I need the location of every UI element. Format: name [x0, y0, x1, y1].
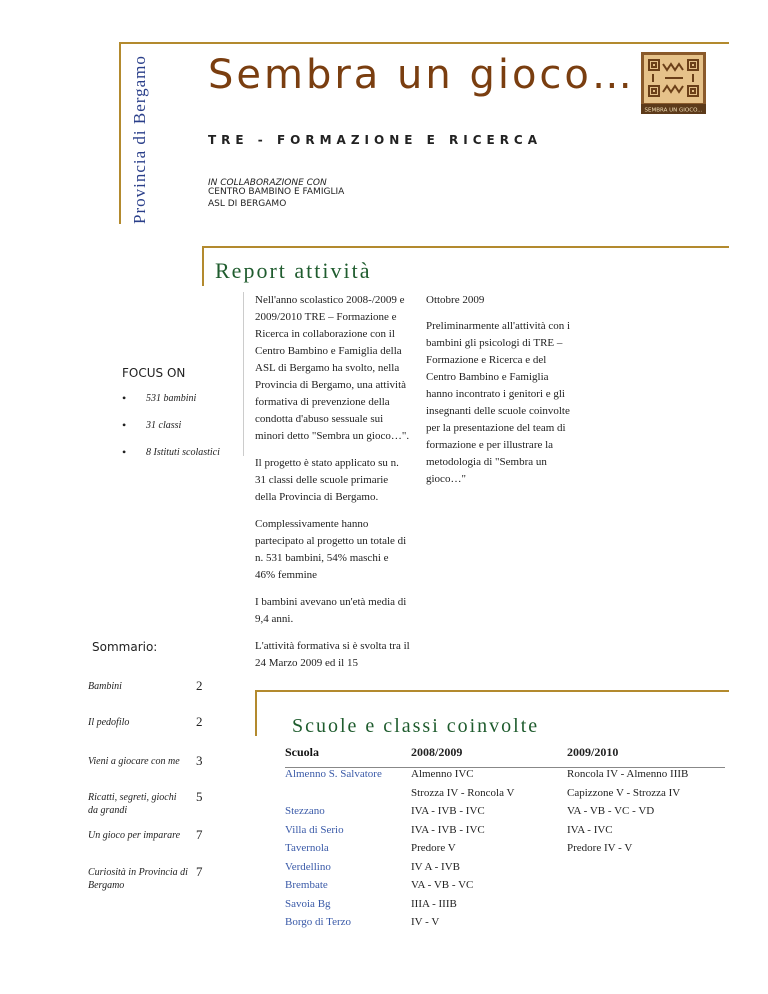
sommario-item-label: Ricatti, segreti, giochi da grandi [88, 792, 177, 816]
table-row [285, 824, 725, 843]
table-row [285, 861, 725, 880]
school-name: Borgo di Terzo [285, 916, 352, 928]
schools-section-horizontal-rule [255, 690, 729, 692]
sommario-item-page: 2 [196, 678, 203, 693]
logo-caption: SEMBRA UN GIOCO... [644, 107, 703, 114]
classes-2009-2010: Capizzone V - Strozza IV [567, 786, 681, 799]
partner-organization [208, 186, 344, 210]
article-column-2 [426, 292, 574, 497]
sommario-item-page: 7 [196, 864, 203, 879]
sommario-item-page: 7 [196, 827, 203, 842]
school-name: Almenno S. Salvatore [285, 768, 382, 780]
classes-2008-2009: Strozza IV - Roncola V [411, 786, 515, 799]
focus-item: • 31 classi [122, 420, 220, 447]
sommario-item-page: 5 [196, 789, 203, 804]
table-header-row [285, 745, 725, 768]
school-name [285, 787, 411, 806]
school-name: Brembate [285, 879, 328, 891]
vertical-publisher-title: Provincia di Bergamo [130, 55, 149, 224]
project-logo [641, 52, 706, 114]
classes-2008-2009: IVA - IVB - IVC [411, 823, 485, 836]
focus-item: • 8 Istituti scolastici [122, 447, 220, 474]
school-name: Villa di Serio [285, 823, 344, 836]
classes-2008-2009: IV - V [411, 916, 440, 928]
schools-table [285, 745, 725, 935]
focus-title: FOCUS ON [122, 366, 186, 380]
classes-2009-2010: Predore IV - V [567, 842, 633, 854]
header-frame-horizontal-rule [119, 42, 729, 44]
sommario-item-page: 3 [196, 753, 203, 768]
classes-2008-2009: VA - VB - VC [411, 879, 474, 891]
newsletter-title: Sembra un gioco… [208, 52, 635, 98]
classes-2009-2010: IVA - IVC [567, 823, 613, 836]
focus-divider [243, 292, 244, 456]
table-row [285, 842, 725, 861]
classes-2008-2009: Predore V [411, 842, 456, 854]
table-row [285, 879, 725, 898]
school-name: Savoia Bg [285, 897, 331, 910]
focus-list [122, 393, 220, 474]
school-name: Stezzano [285, 805, 325, 817]
article-column-1 [255, 292, 410, 682]
focus-item: • 531 bambini [122, 393, 220, 420]
classes-2009-2010 [567, 861, 725, 880]
classes-2008-2009: Almenno IVC [411, 768, 474, 780]
column-header-2008-2009: 2008/2009 [411, 745, 463, 759]
column-header-school: Scuola [285, 745, 320, 759]
sommario-item-label: Bambini [88, 681, 122, 692]
article-paragraph: I bambini avevano un'età media di 9,4 anni. [255, 596, 407, 625]
classes-2009-2010 [567, 879, 725, 898]
sommario-item-page: 2 [196, 714, 203, 729]
classes-2009-2010 [567, 916, 725, 935]
article-paragraph: Preliminarmente all'attività con i bambini gli psicologi di TRE – Formazione e Ricerca e del Centro Bambino e Famiglia hanno incontrato i genitori e gli insegnanti delle scuole coinvolte per la presentazione del team di formazione e per illustrare la metodologia di "Sembra un gioco…" [426, 320, 571, 485]
sommario-item-label: Un gioco per imparare [88, 830, 181, 841]
classes-2009-2010 [567, 898, 725, 917]
schools-section-vertical-rule [255, 690, 257, 736]
classes-2009-2010: Roncola IV - Almenno IIIB [567, 768, 689, 780]
sommario-item-label: Vieni a giocare con me [88, 756, 180, 767]
classes-2008-2009: IVA - IVB - IVC [411, 805, 485, 817]
newsletter-subtitle: TRE - FORMAZIONE E RICERCA [208, 133, 543, 147]
article-paragraph: L'attività formativa si è svolta tra il 24 Marzo 2009 ed il 15 [255, 640, 410, 669]
table-row [285, 916, 725, 935]
article-paragraph: Ottobre 2009 [426, 294, 485, 306]
sommario-title: Sommario: [92, 640, 158, 654]
table-row [285, 768, 725, 787]
report-section-horizontal-rule [202, 246, 729, 248]
article-paragraph: Complessivamente hanno partecipato al progetto un totale di n. 531 bambini, 54% maschi e 46% femmine [255, 518, 407, 581]
table-row [285, 787, 725, 806]
article-paragraph: Nell'anno scolastico 2008-/2009 e 2009/2010 TRE – Formazione e Ricerca in collaborazione con il Centro Bambino e Famiglia della ASL di Bergamo ha svolto, nella Provincia di Bergamo, una attività formativa di prevenzione della condotta d'abuso sessuale sui minori detto "Sembra un gioco…". [255, 294, 410, 442]
report-section-vertical-rule [202, 246, 204, 286]
classes-2008-2009: IV A - IVB [411, 860, 460, 873]
partner-line-2: ASL DI BERGAMO [208, 199, 287, 209]
article-paragraph: Il progetto è stato applicato su n. 31 classi delle scuole primarie della Provincia di Bergamo. [255, 457, 399, 503]
header-frame-vertical-rule [119, 42, 121, 224]
collaboration-label: IN COLLABORAZIONE CON [208, 178, 327, 188]
partner-line-1: CENTRO BAMBINO E FAMIGLIA [208, 187, 345, 197]
classes-2008-2009: IIIA - IIIB [411, 897, 457, 910]
sommario-item-label: Il pedofilo [88, 717, 130, 728]
table-row [285, 805, 725, 824]
school-name: Verdellino [285, 860, 331, 873]
schools-section-title: Scuole e classi coinvolte [292, 715, 540, 737]
report-section-title: Report attività [215, 258, 372, 283]
column-header-2009-2010: 2009/2010 [567, 745, 619, 759]
classes-2009-2010: VA - VB - VC - VD [567, 805, 655, 817]
sommario-item-label: Curiosità in Provincia di Bergamo [88, 867, 188, 891]
school-name: Tavernola [285, 842, 329, 854]
table-row [285, 898, 725, 917]
